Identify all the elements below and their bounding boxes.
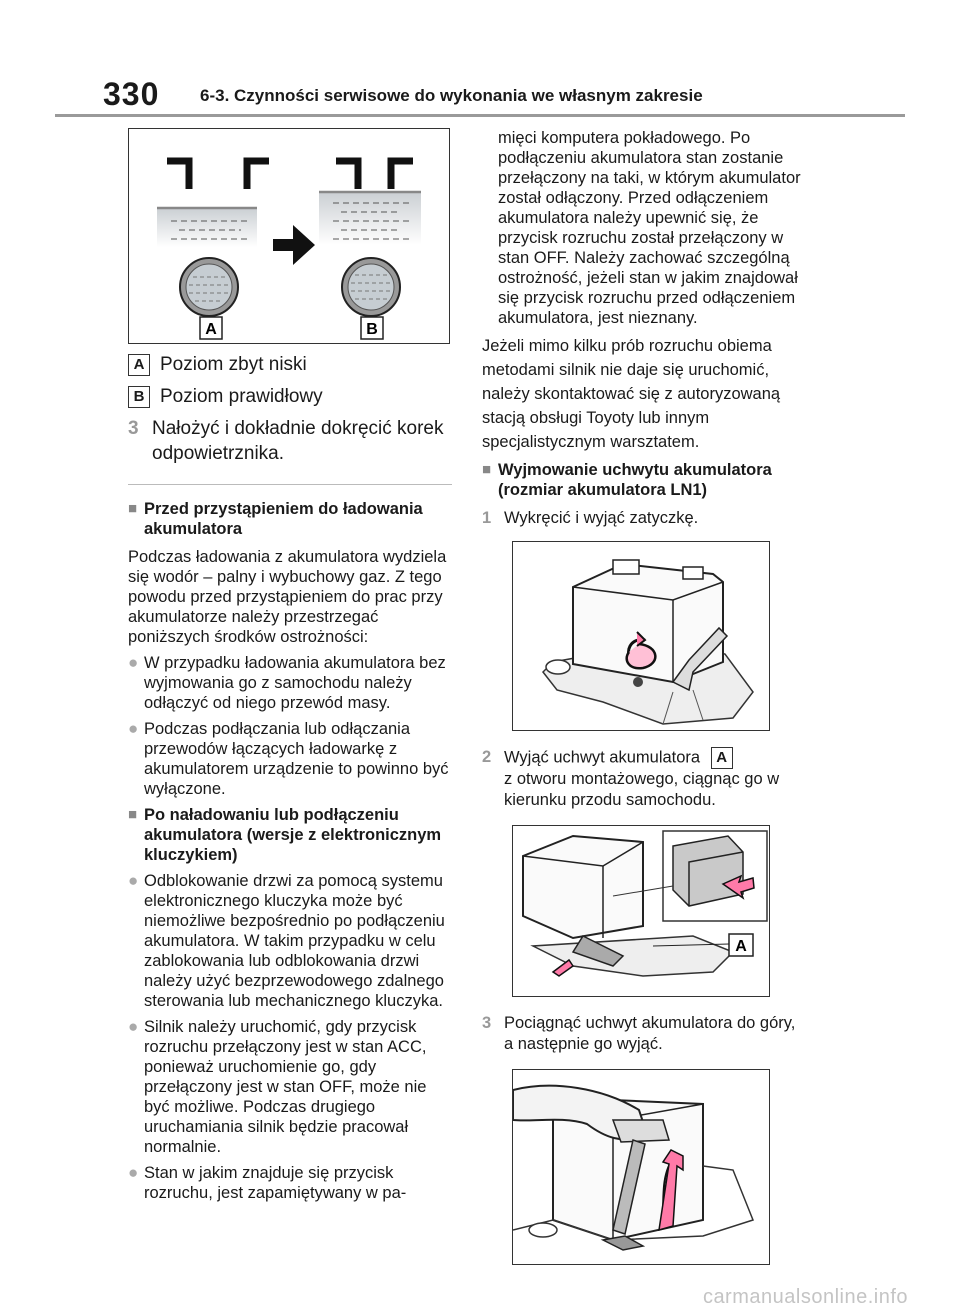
figure-electrolyte-level <box>128 128 450 344</box>
step-3-cap <box>128 416 452 466</box>
left-column <box>128 128 452 1203</box>
legend-text-b: Poziom prawidłowy <box>160 386 323 407</box>
step-tag-a: A <box>711 747 733 769</box>
remove-plug-diagram <box>513 542 769 730</box>
round-bullet-icon: ● <box>128 871 139 890</box>
page-header-title: 6-3. Czynności serwisowe do wykonania we własnym zakresie <box>200 86 703 105</box>
figure-label-a: A <box>205 321 217 338</box>
section-heading-charging: ■ Przed przystąpieniem do ładowania akumulatora <box>128 500 423 538</box>
step-1 <box>482 508 808 529</box>
step-3-holder <box>482 1013 808 1055</box>
figure-holder-pull <box>512 825 770 997</box>
page-number: 330 <box>103 76 160 112</box>
round-bullet-icon: ● <box>128 719 139 738</box>
section-divider <box>128 484 452 485</box>
square-bullet-icon: ■ <box>128 500 138 517</box>
step-number: 3 <box>482 1014 492 1032</box>
electrolyte-level-diagram <box>129 129 449 343</box>
right-paragraph: Jeżeli mimo kilku prób rozruchu obiema metodami silnik nie daje się uruchomić, należy skontaktować się z autoryzowaną stacją obsługi Toyoty lub innym specjalistycznym warsztatem. <box>482 337 781 451</box>
step-text: Nałożyć i dokładnie dokręcić korek odpowietrznika. <box>152 418 444 464</box>
charging-paragraph: Podczas ładowania z akumulatora wydziela się wodór – palny i wybuchowy gaz. Z tego powodu przed przystąpieniem do prac przy akumulatorze należy przestrzegać poniższych środków ostrożności: <box>128 548 447 646</box>
round-bullet-icon: ● <box>128 653 139 672</box>
square-bullet-icon: ■ <box>482 461 492 478</box>
square-bullet-icon: ■ <box>128 806 138 823</box>
step-text: Wykręcić i wyjąć zatyczkę. <box>504 509 699 527</box>
bullet-continuation: mięci komputera pokładowego. Po podłączeniu akumulatora stan zostanie przełączony na taki, w którym akumulator został odłączony. Przed odłączeniem akumulatora należy upewnić się, że przycisk rozruchu został przełączony w stan OFF. Należy zachować szczególną ostrożność, jeżeli stan w jakim znajdował się przycisk rozruchu przed odłączeniem akumulatora, jest nieznany. <box>498 129 801 327</box>
legend-tag-a: A <box>128 354 150 376</box>
step-text-continued: z otworu montażowego, ciągnąc go w kierunku przodu samochodu. <box>504 770 780 809</box>
watermark: carmanualsonline.info <box>702 1286 908 1308</box>
legend-tag-b: B <box>128 386 150 408</box>
figure-label-a: A <box>735 938 747 955</box>
step-2 <box>482 747 808 811</box>
holder-pull-diagram <box>513 826 769 996</box>
round-bullet-icon: ● <box>128 1163 139 1182</box>
holder-lift-diagram <box>513 1070 769 1264</box>
header-rule <box>55 114 905 117</box>
list-item: ● Stan w jakim znajduje się przycisk rozruchu, jest zapamiętywany w pa- <box>128 1163 407 1202</box>
step-number: 2 <box>482 748 492 766</box>
figure-remove-plug <box>512 541 770 731</box>
round-bullet-icon: ● <box>128 1017 139 1036</box>
section-heading-after-charging: ■ Po naładowaniu lub podłączeniu akumulatora (wersje z elektronicznym kluczykiem) <box>128 806 442 864</box>
figure-holder-lift <box>512 1069 770 1265</box>
step-text: Pociągnąć uchwyt akumulatora do góry, a następnie go wyjąć. <box>504 1014 796 1053</box>
legend-item-b <box>128 386 452 408</box>
list-item: ● Silnik należy uruchomić, gdy przycisk rozruchu przełączony jest w stan ACC, ponieważ uruchomienie go, gdy przełączony jest w stan OFF, może nie być możliwe. Podczas drugiego uruchamiania silnik będzie pracował normalnie. <box>128 1017 427 1156</box>
list-item: ● Podczas podłączania lub odłączania przewodów łączących ładowarkę z akumulatorem urządzenie to powinno być wyłączone. <box>128 719 449 798</box>
step-number: 1 <box>482 509 492 527</box>
list-item: ● Odblokowanie drzwi za pomocą systemu elektronicznego kluczyka może być niemożliwe bezpośrednio po podłączeniu akumulatora. W takim przypadku w celu zablokowania lub odblokowania drzwi należy użyć bezprzewodowego zdalnego sterowania lub mechanicznego kluczyka. <box>128 871 445 1010</box>
step-number: 3 <box>128 418 139 439</box>
legend-text-a: Poziom zbyt niski <box>160 354 307 375</box>
figure-label-b: B <box>366 321 378 338</box>
step-text: Wyjąć uchwyt akumulatora <box>504 748 701 767</box>
legend-item-a <box>128 354 452 376</box>
section-heading-holder-removal: ■ Wyjmowanie uchwytu akumulatora (rozmiar akumulatora LN1) <box>482 461 772 499</box>
list-item: ● W przypadku ładowania akumulatora bez wyjmowania go z samochodu należy odłączyć od niego przewód masy. <box>128 653 446 712</box>
right-column <box>482 128 808 1265</box>
